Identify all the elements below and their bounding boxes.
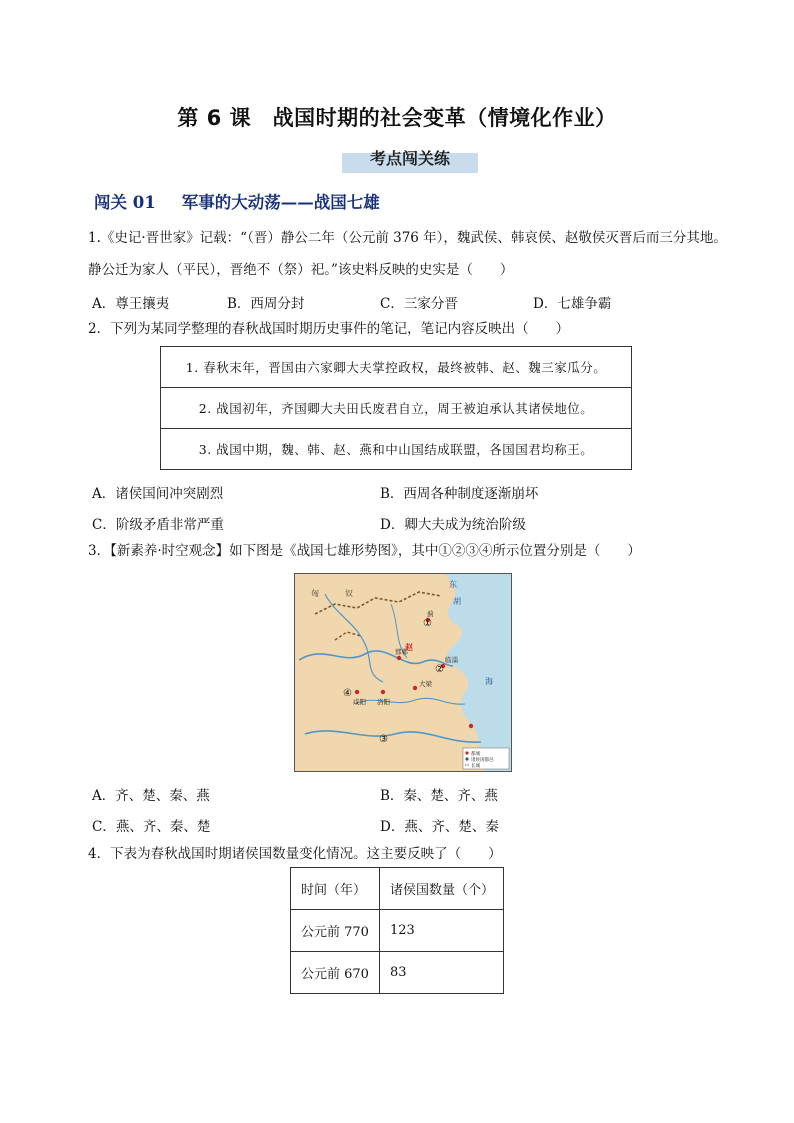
table-row xyxy=(291,910,504,952)
table-header-time: 时间（年） xyxy=(291,868,380,910)
section-heading xyxy=(94,189,380,213)
q3-option-d[interactable]: D．燕、齐、楚、秦 xyxy=(380,819,499,835)
table-cell-count: 83 xyxy=(380,952,504,994)
map-label-nu: 奴 xyxy=(345,589,353,598)
legend-city: 诸侯国都邑 xyxy=(471,758,494,763)
legend-wall: 长城 xyxy=(471,764,480,769)
q2-stem: 2．下列为某同学整理的春秋战国时期历史事件的笔记，笔记内容反映出（ ） xyxy=(88,321,570,337)
map-marker-2: ② xyxy=(435,664,444,675)
capital-east xyxy=(469,724,473,728)
map-label-ji: 蓟 xyxy=(427,610,434,618)
capital-handan xyxy=(397,656,401,660)
q1-option-a[interactable]: A．尊王攘夷 xyxy=(92,296,170,312)
map-label-xianyang: 咸阳 xyxy=(353,698,366,706)
section-name: 军事的大动荡——战国七雄 xyxy=(181,193,380,212)
map-label-handan: 邯郸 xyxy=(395,648,408,656)
q1-option-c[interactable]: C．三家分晋 xyxy=(380,296,458,312)
subtitle-block xyxy=(342,145,478,173)
q3-option-b[interactable]: B．秦、楚、齐、燕 xyxy=(380,788,498,804)
map-label-hai: 海 xyxy=(485,677,493,686)
q2-option-c[interactable]: C．阶级矛盾非常严重 xyxy=(92,517,224,533)
map-marker-3: ③ xyxy=(379,734,388,745)
note-3: 3. 战国中期，魏、韩、赵、燕和中山国结成联盟，各国国君均称王。 xyxy=(161,429,632,470)
note-2: 2. 战国初年，齐国卿大夫田氏废君自立，周王被迫承认其诸侯地位。 xyxy=(161,388,632,429)
table-cell-count: 123 xyxy=(380,910,504,952)
q1-option-d[interactable]: D．七雄争霸 xyxy=(533,296,612,312)
q1-stem-line1: 1.《史记·晋世家》记载：“（晋）静公二年（公元前 376 年），魏武侯、韩哀侯、赵敬侯灭晋后而三分其地。 xyxy=(88,230,727,246)
map-label-zhao: 赵 xyxy=(405,642,413,652)
map-label-xiong: 匈 xyxy=(311,589,319,598)
q1-option-b[interactable]: B．西周分封 xyxy=(227,296,305,312)
map-label-daliang: 大梁 xyxy=(419,680,432,688)
legend-city-icon xyxy=(465,757,468,760)
q4-stem: 4．下表为春秋战国时期诸侯国数量变化情况。这主要反映了（ ） xyxy=(88,846,502,862)
capital-daliang xyxy=(413,686,417,690)
q2-option-d[interactable]: D．卿大夫成为统治阶级 xyxy=(380,517,526,533)
subtitle: 考点闯关练 xyxy=(369,149,450,168)
map-label-dong: 东 xyxy=(449,580,457,589)
notes-table xyxy=(160,346,632,470)
map-label-linzi: 临淄 xyxy=(445,656,458,664)
map-marker-1: ① xyxy=(423,618,432,629)
capital-xianyang xyxy=(355,690,359,694)
q3-stem: 3．【新素养·时空观念】如下图是《战国七雄形势图》，其中①②③④所示位置分别是（ ） xyxy=(88,543,641,559)
section-label: 闯关 01 xyxy=(94,193,156,212)
map-marker-4: ④ xyxy=(343,688,352,699)
table-row xyxy=(291,952,504,994)
state-count-table xyxy=(290,867,504,994)
table-cell-time: 公元前 770 xyxy=(291,910,380,952)
q3-option-c[interactable]: C．燕、齐、秦、楚 xyxy=(92,819,211,835)
q2-option-b[interactable]: B．西周各种制度逐渐崩坏 xyxy=(380,486,539,502)
map-label-luoyang: 洛阳 xyxy=(377,698,390,706)
table-header-count: 诸侯国数量（个） xyxy=(380,868,504,910)
q2-option-a[interactable]: A．诸侯国间冲突剧烈 xyxy=(92,486,224,502)
legend-capital-icon xyxy=(465,751,468,754)
table-header-row xyxy=(291,868,504,910)
map-label-hu: 胡 xyxy=(453,597,461,606)
page-title: 第 6 课 战国时期的社会变革（情境化作业） xyxy=(177,106,617,130)
note-1: 1. 春秋末年，晋国由六家卿大夫掌控政权，最终被韩、赵、魏三家瓜分。 xyxy=(161,347,632,388)
q1-stem-line2: 静公迁为家人（平民），晋绝不（祭）祀。”该史料反映的史实是（ ） xyxy=(88,262,514,278)
table-cell-time: 公元前 670 xyxy=(291,952,380,994)
legend-capital: 都城 xyxy=(471,752,480,757)
capital-luoyang xyxy=(381,690,385,694)
q3-option-a[interactable]: A．齐、楚、秦、燕 xyxy=(92,788,210,804)
warring-states-map xyxy=(294,573,512,772)
